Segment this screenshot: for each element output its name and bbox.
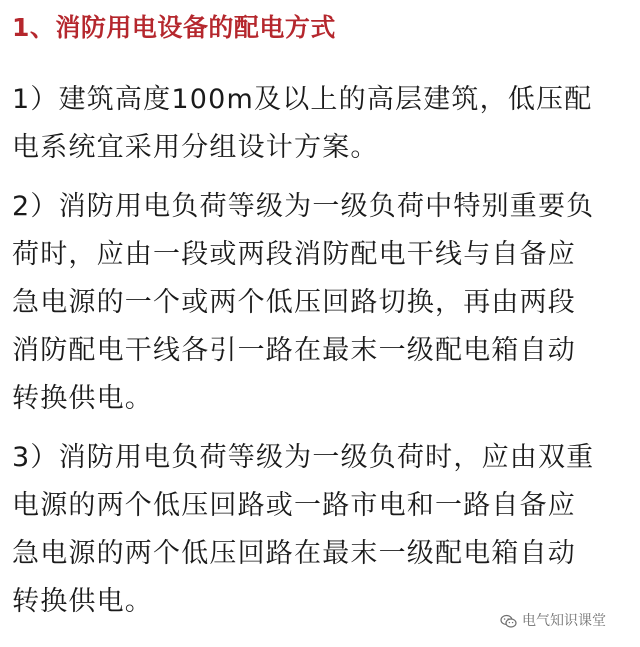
paragraph-line: 消防配电干线各引一路在最末一级配电箱自动: [12, 335, 576, 366]
paragraph-line: 电源的两个低压回路或一路市电和一路自备应: [12, 490, 576, 521]
paragraph-line: 荷时，应由一段或两段消防配电干线与自备应: [12, 239, 576, 270]
paragraph-3: [12, 434, 630, 626]
paragraph-1: [12, 76, 630, 172]
paragraph-line: 1）建筑高度100m及以上的高层建筑，低压配: [12, 84, 593, 115]
paragraph-2: [12, 183, 630, 423]
paragraph-line: 急电源的两个低压回路在最末一级配电箱自动: [12, 538, 576, 569]
section-heading: 1、消防用电设备的配电方式: [12, 13, 336, 42]
paragraph-line: 2）消防用电负荷等级为一级负荷中特别重要负: [12, 191, 595, 222]
paragraph-line: 转换供电。: [12, 586, 153, 617]
paragraph-line: 3）消防用电负荷等级为一级负荷时，应由双重: [12, 442, 595, 473]
paragraph-line: 电系统宜采用分组设计方案。: [12, 132, 379, 163]
wechat-icon: [500, 614, 517, 629]
watermark-text: 电气知识课堂: [522, 613, 606, 629]
wechat-watermark: [500, 612, 606, 630]
paragraph-line: 转换供电。: [12, 383, 153, 414]
paragraph-line: 急电源的一个或两个低压回路切换，再由两段: [12, 287, 576, 318]
